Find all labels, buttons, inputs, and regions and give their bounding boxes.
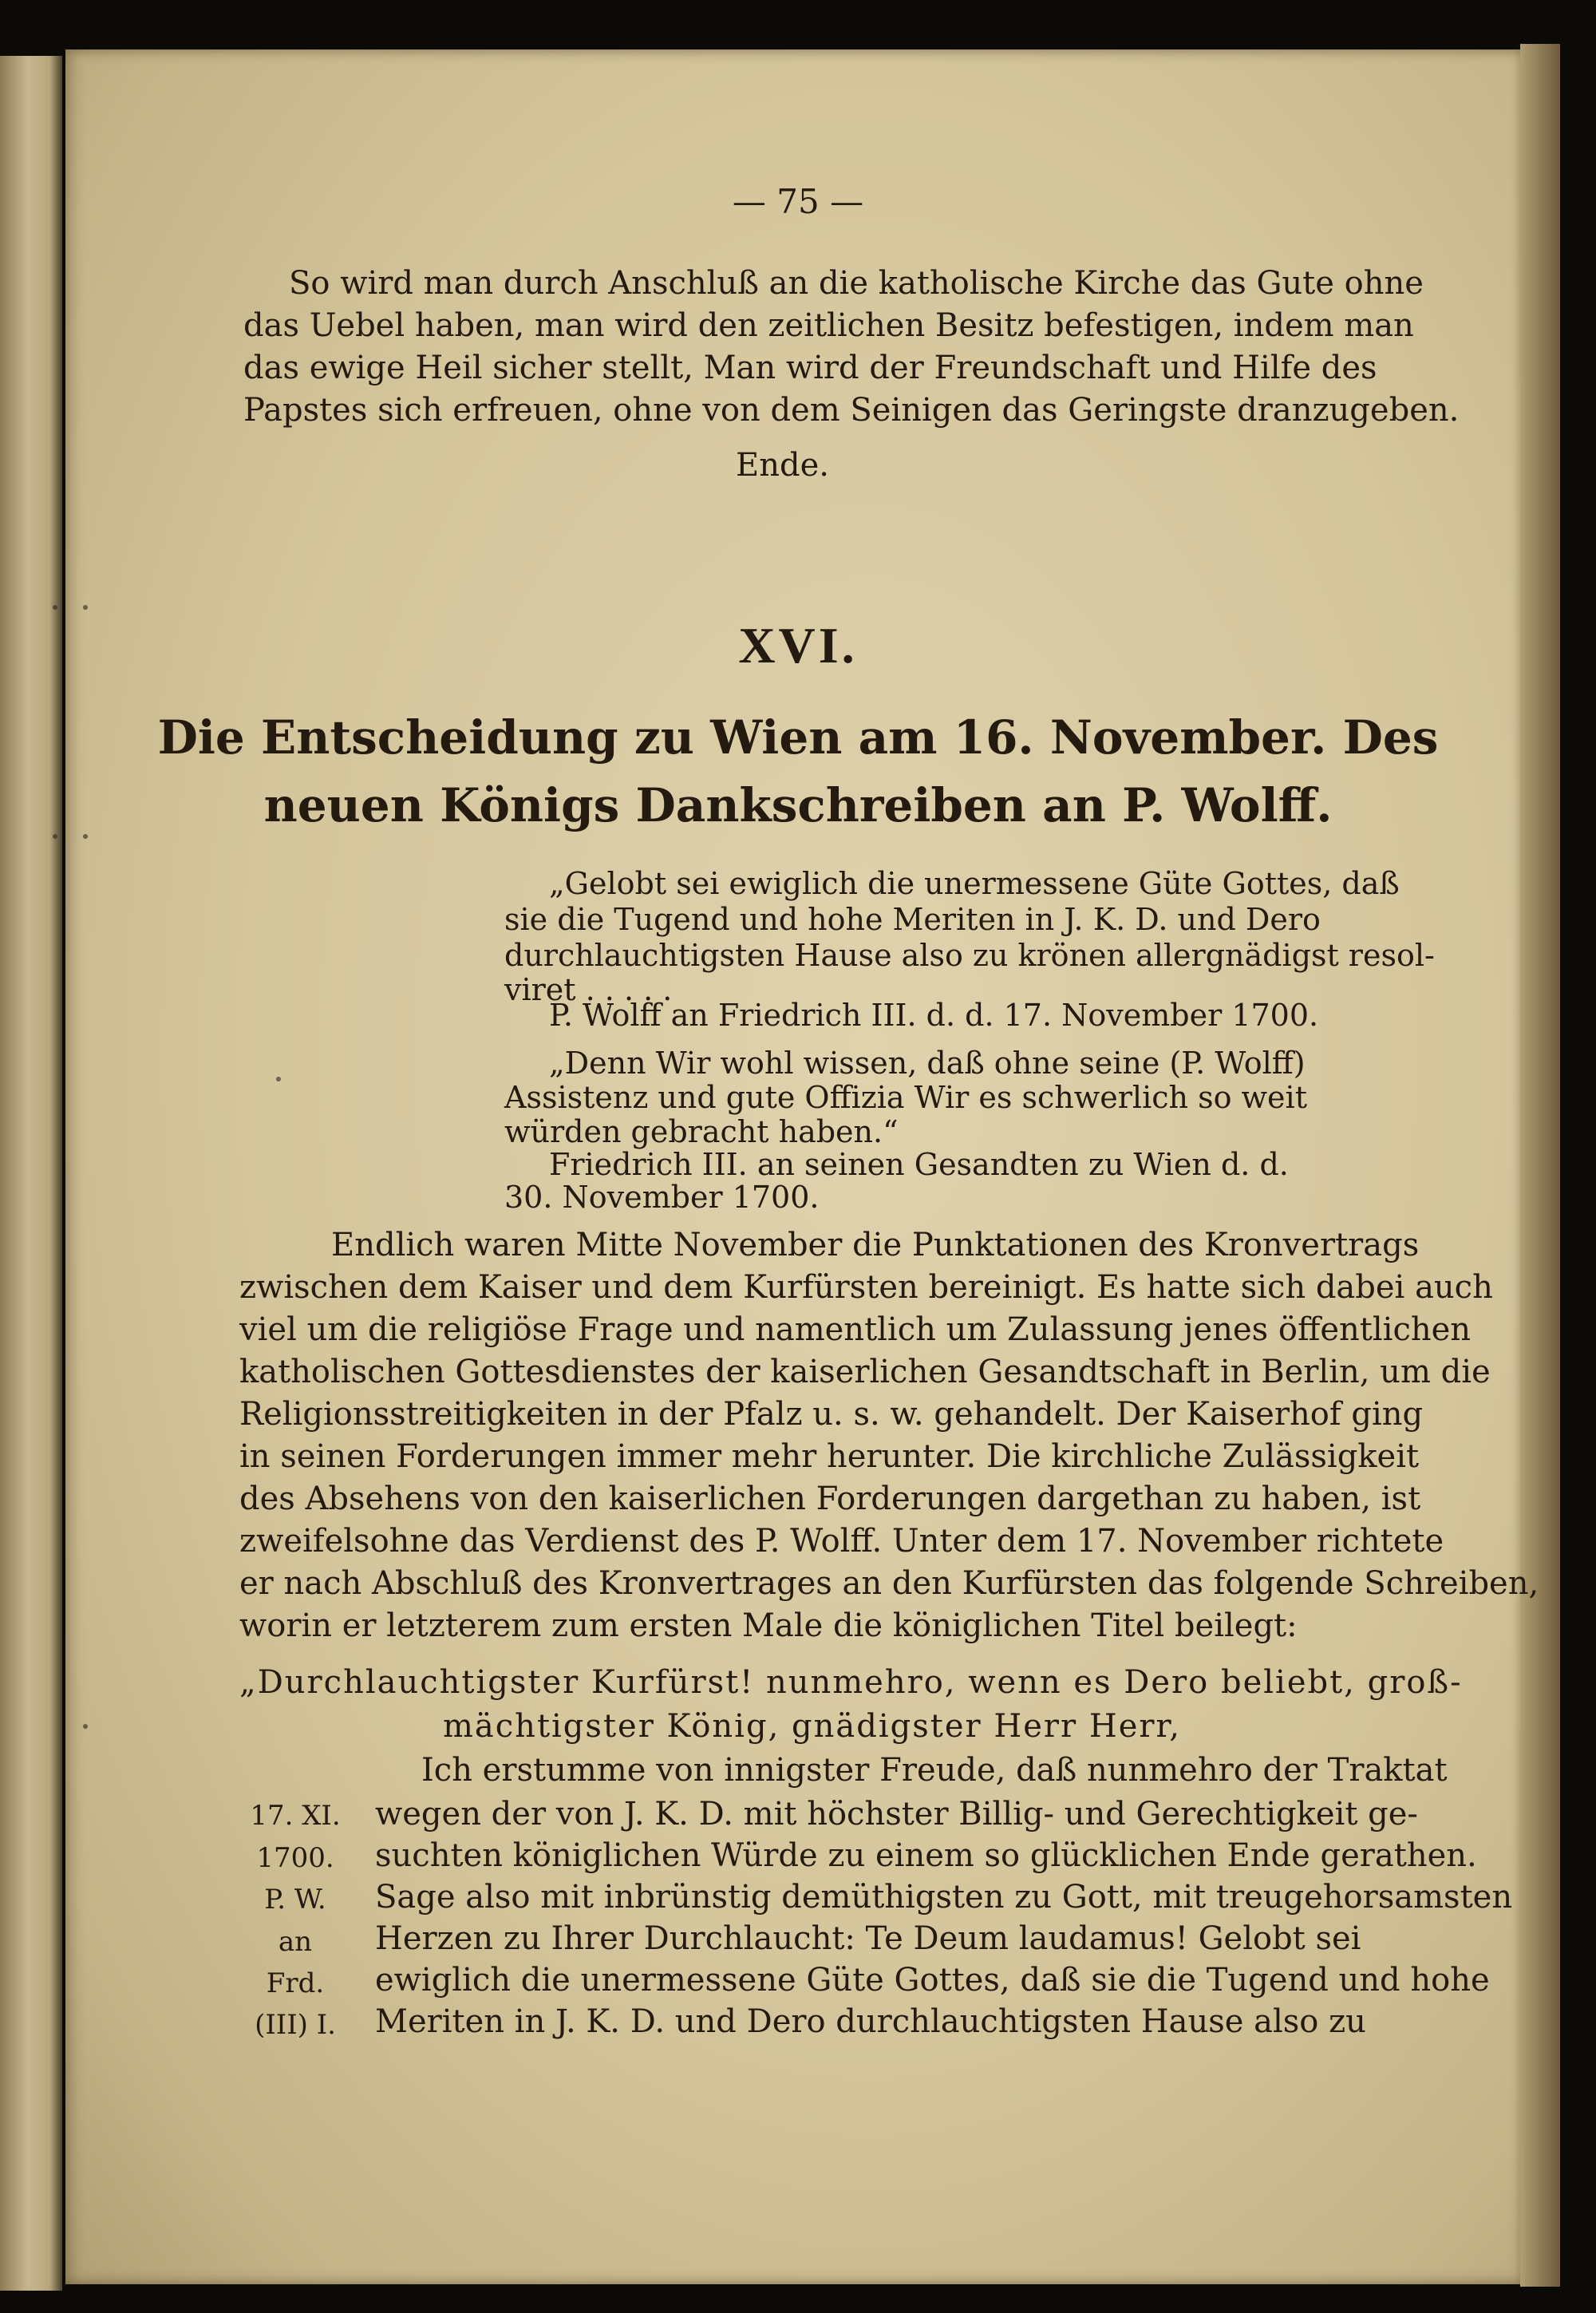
chapter-number: XVI. xyxy=(738,617,858,674)
epigraph-attribution: 30. November 1700. xyxy=(504,1180,820,1215)
epigraph-attribution: Friedrich III. an seinen Gesandten zu Wien d. d. xyxy=(549,1147,1289,1182)
epigraph-line: viret . . . . . xyxy=(504,972,673,1007)
body-line: katholischen Gottesdienstes der kaiserlichen Gesandtschaft in Berlin, um die xyxy=(239,1354,1491,1390)
letter-line: Meriten in J. K. D. und Dero durchlauchtigsten Hause also zu xyxy=(375,2003,1366,2040)
margin-note: Frd. xyxy=(266,1967,325,1999)
letter-salutation: mächtigster König, gnädigster Herr Herr, xyxy=(443,1708,1181,1745)
margin-note: 1700. xyxy=(256,1842,334,1874)
letter-salutation: „Durchlauchtigster Kurfürst! nunmehro, wenn es Dero beliebt, groß- xyxy=(239,1664,1463,1701)
margin-note: (III) I. xyxy=(255,2009,336,2041)
intro-line: das Uebel haben, man wird den zeitlichen Besitz befestigen, indem man xyxy=(243,307,1414,344)
epigraph-line: sie die Tugend und hohe Meriten in J. K. D. und Dero xyxy=(504,902,1321,937)
body-line: zweifelsohne das Verdienst des P. Wolff. Unter dem 17. November richtete xyxy=(239,1523,1444,1560)
page-number: — 75 — xyxy=(732,182,864,221)
body-line: Endlich waren Mitte November die Punktationen des Kronvertrags xyxy=(331,1227,1420,1263)
body-line: Religionsstreitigkeiten in der Pfalz u. s. w. gehandelt. Der Kaiserhof ging xyxy=(239,1396,1424,1433)
chapter-title-line: neuen Königs Dankschreiben an P. Wolff. xyxy=(263,778,1333,832)
letter-line: Ich erstumme von innigster Freude, daß nunmehro der Traktat xyxy=(421,1752,1448,1789)
chapter-title-line: Die Entscheidung zu Wien am 16. November. Des xyxy=(157,710,1439,765)
intro-line: Papstes sich erfreuen, ohne von dem Seinigen das Geringste dranzugeben. xyxy=(243,392,1460,429)
page-blemish xyxy=(83,605,88,610)
epigraph-line: „Denn Wir wohl wissen, daß ohne seine (P. Wolff) xyxy=(549,1046,1306,1081)
body-line: des Absehens von den kaiserlichen Forderungen dargethan zu haben, ist xyxy=(239,1481,1421,1517)
epigraph-line: „Gelobt sei ewiglich die unermessene Güte Gottes, daß xyxy=(549,866,1400,901)
body-line: worin er letzterem zum ersten Male die königlichen Titel beilegt: xyxy=(239,1607,1298,1644)
margin-note: P. W. xyxy=(264,1884,326,1916)
page-blemish xyxy=(83,1724,88,1729)
body-line: zwischen dem Kaiser und dem Kurfürsten bereinigt. Es hatte sich dabei auch xyxy=(239,1269,1493,1306)
left-page-edge xyxy=(0,56,62,2291)
body-line: er nach Abschluß des Kronvertrages an den Kurfürsten das folgende Schreiben, xyxy=(239,1565,1539,1602)
epigraph-attribution: P. Wolff an Friedrich III. d. d. 17. November 1700. xyxy=(549,998,1319,1033)
letter-line: Herzen zu Ihrer Durchlaucht: Te Deum laudamus! Gelobt sei xyxy=(375,1920,1361,1957)
margin-note: an xyxy=(278,1926,313,1958)
margin-note: 17. XI. xyxy=(250,1800,341,1832)
intro-line: das ewige Heil sicher stellt, Man wird der Freundschaft und Hilfe des xyxy=(243,350,1377,386)
epigraph-line: durchlauchtigsten Hause also zu krönen allergnädigst resol- xyxy=(504,938,1435,973)
letter-line: suchten königlichen Würde zu einem so glücklichen Ende gerathen. xyxy=(375,1837,1477,1874)
body-line: in seinen Forderungen immer mehr herunter. Die kirchliche Zulässigkeit xyxy=(239,1438,1420,1475)
epigraph-line: würden gebracht haben.“ xyxy=(504,1114,899,1149)
letter-line: ewiglich die unermessene Güte Gottes, daß sie die Tugend und hohe xyxy=(375,1962,1490,1999)
page-blemish xyxy=(83,834,88,839)
ende-marker: Ende. xyxy=(736,447,829,484)
page-blemish xyxy=(276,1077,281,1081)
intro-line: So wird man durch Anschluß an die katholische Kirche das Gute ohne xyxy=(289,265,1424,302)
right-page-edge xyxy=(1520,44,1560,2287)
letter-line: wegen der von J. K. D. mit höchster Billig- und Gerechtigkeit ge- xyxy=(375,1796,1418,1833)
epigraph-line: Assistenz und gute Offizia Wir es schwerlich so weit xyxy=(504,1080,1307,1115)
body-line: viel um die religiöse Frage und namentlich um Zulassung jenes öffentlichen xyxy=(239,1311,1472,1348)
letter-line: Sage also mit inbrünstig demüthigsten zu Gott, mit treugehorsamsten xyxy=(375,1879,1513,1916)
page-blemish xyxy=(53,605,57,610)
page-blemish xyxy=(53,834,57,839)
